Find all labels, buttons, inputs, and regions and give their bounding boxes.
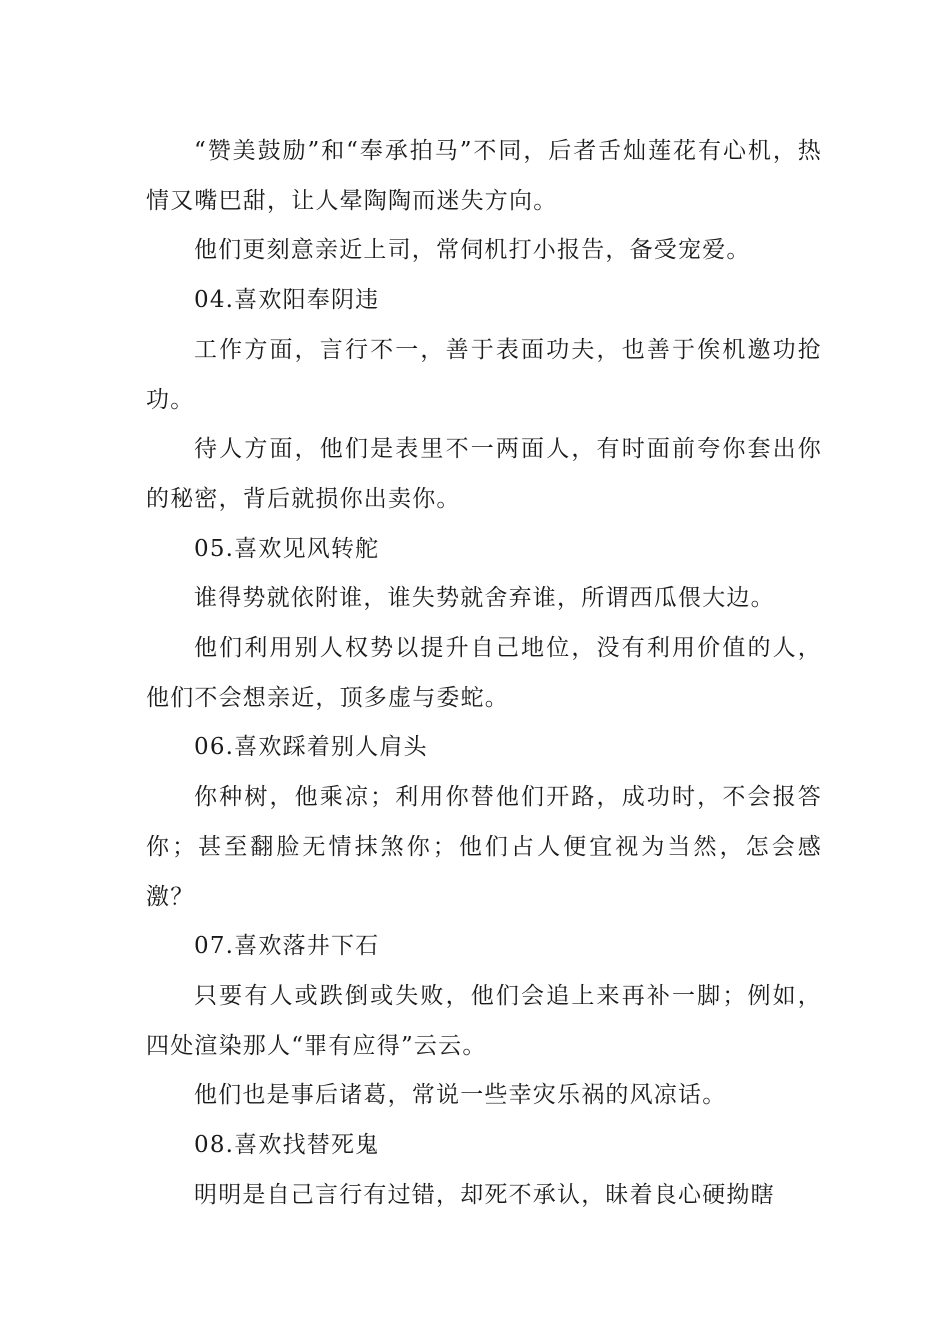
section-heading-04: 04.喜欢阳奉阴违	[194, 287, 380, 314]
paragraph-6: 他们利用别人权势以提升自己地位，没有利用价值的人，他们不会想亲近，顶多虚与委蛇。	[146, 635, 822, 711]
paragraph-3: 工作方面，言行不一，善于表面功夫，也善于俟机邀功抢功。	[146, 336, 822, 413]
section-heading-07: 07.喜欢落井下石	[194, 933, 380, 960]
paragraph-10: 明明是自己言行有过错，却死不承认，昧着良心硬拗瞎	[194, 1181, 775, 1208]
paragraph-1: “赞美鼓励”和“奉承拍马”不同，后者舌灿莲花有心机，热情又嘴巴甜，让人晕陶陶而迷失方向。	[146, 138, 822, 214]
document-page	[146, 127, 822, 1220]
section-heading-05: 05.喜欢见风转舵	[194, 535, 380, 562]
paragraph-2: 他们更刻意亲近上司，常伺机打小报告，备受宠爱。	[194, 237, 751, 264]
section-heading-06: 06.喜欢踩着别人肩头	[194, 734, 428, 761]
paragraph-4: 待人方面，他们是表里不一两面人，有时面前夸你套出你的秘密，背后就损你出卖你。	[146, 436, 822, 512]
paragraph-8: 只要有人或跌倒或失败，他们会追上来再补一脚；例如，四处渲染那人“罪有应得”云云。	[146, 982, 822, 1059]
section-heading-08: 08.喜欢找替死鬼	[194, 1132, 380, 1159]
paragraph-5: 谁得势就依附谁，谁失势就舍弃谁，所谓西瓜偎大边。	[194, 585, 775, 612]
paragraph-9: 他们也是事后诸葛，常说一些幸灾乐祸的风凉话。	[194, 1082, 727, 1109]
paragraph-7: 你种树，他乘凉；利用你替他们开路，成功时，不会报答你；甚至翻脸无情抹煞你；他们占人便宜视为当然，怎会感激？	[146, 784, 822, 910]
